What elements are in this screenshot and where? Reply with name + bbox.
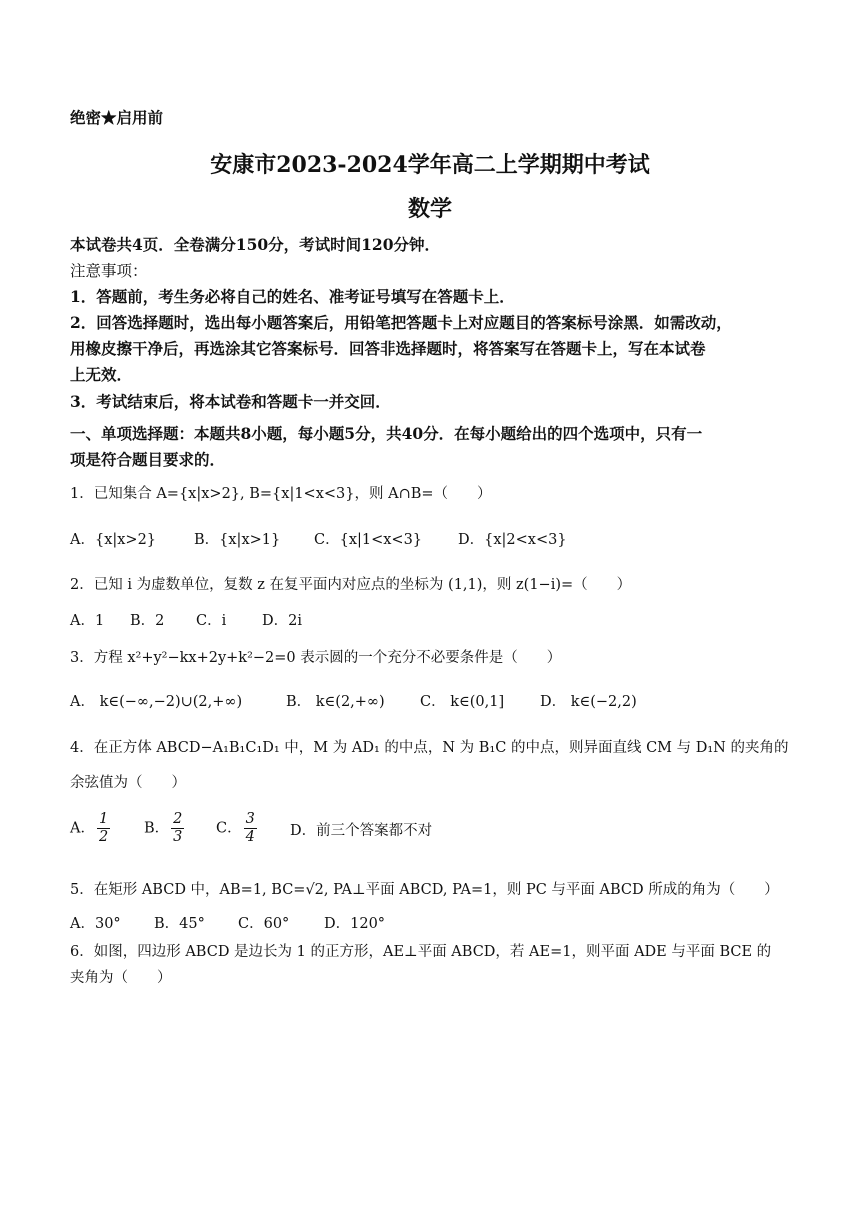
q4-option-a	[70, 811, 112, 846]
q4-option-a-fraction	[97, 811, 110, 846]
section-1-heading-a: 一、单项选择题：本题共8小题，每小题5分，共40分．在每小题给出的四个选项中，只有一	[70, 424, 703, 443]
q1-option-b: B．{x|x>1}	[194, 532, 281, 548]
secret-label: 绝密★启用前	[70, 108, 164, 127]
q5-option-b: B．45°	[154, 916, 205, 932]
q4-stem-a: 4．在正方体 ABCD−A₁B₁C₁D₁ 中，M 为 AD₁ 的中点，N 为 B₁C 的中点，则异面直线 CM 与 D₁N 的夹角的	[70, 740, 789, 756]
q4-option-b-label: B．	[144, 820, 170, 837]
section-1-heading-b: 项是符合题目要求的．	[70, 450, 226, 469]
q2-option-a: A．1	[70, 613, 105, 629]
q6-stem-a: 6．如图，四边形 ABCD 是边长为 1 的正方形，AE⊥平面 ABCD，若 AE=1，则平面 ADE 与平面 BCE 的	[70, 944, 772, 960]
subject-title: 数学	[407, 196, 452, 222]
q5-stem: 5．在矩形 ABCD 中，AB=1, BC=√2, PA⊥平面 ABCD, PA=1，则 PC 与平面 ABCD 所成的角为（ ）	[70, 882, 779, 898]
q2-option-b: B．2	[130, 613, 165, 629]
q5-option-c: C．60°	[238, 916, 290, 932]
notice-2c: 上无效．	[70, 365, 133, 384]
q1-stem: 1．已知集合 A={x|x>2}, B={x|1<x<3}，则 A∩B=（ ）	[70, 486, 492, 502]
q5-option-a: A．30°	[70, 916, 121, 932]
q3-stem: 3．方程 x²+y²−kx+2y+k²−2=0 表示圆的一个充分不必要条件是（ ）	[70, 650, 562, 666]
q1-option-a: A．{x|x>2}	[70, 532, 157, 548]
q2-stem: 2．已知 i 为虚数单位，复数 z 在复平面内对应点的坐标为 (1,1)，则 z(1−i)=（ ）	[70, 577, 632, 593]
q4-option-a-denominator: 2	[98, 829, 109, 845]
q4-option-b	[144, 811, 186, 846]
notice-2b: 用橡皮擦干净后，再选涂其它答案标号．回答非选择题时，将答案写在答题卡上，写在本试卷	[70, 339, 706, 358]
q2-option-c: C．i	[196, 613, 227, 629]
q4-option-b-fraction	[171, 811, 184, 846]
q2-option-d: D．2i	[262, 613, 302, 629]
q1-option-d: D．{x|2<x<3}	[458, 532, 567, 548]
q4-option-b-numerator: 2	[173, 811, 183, 827]
q4-option-c-denominator: 4	[245, 829, 255, 845]
intro-pages: 本试卷共4页．全卷满分150分，考试时间120分钟．	[70, 235, 440, 254]
q4-option-c-numerator: 3	[245, 811, 255, 827]
q4-option-a-label: A．	[70, 820, 95, 837]
q3-option-c: C． k∈(0,1]	[420, 694, 505, 710]
exam-title: 安康市2023-2024学年高二上学期期中考试	[210, 152, 650, 178]
q4-option-b-denominator: 3	[173, 829, 183, 845]
q4-option-d: D．前三个答案都不对	[290, 823, 433, 839]
q3-option-a: A． k∈(−∞,−2)∪(2,+∞)	[70, 694, 243, 710]
q6-stem-b: 夹角为（ ）	[70, 970, 172, 986]
notice-3: 3．考试结束后，将本试卷和答题卡一并交回．	[70, 392, 391, 411]
q4-option-c	[216, 811, 259, 846]
q4-stem-b: 余弦值为（ ）	[70, 775, 186, 791]
notice-title: 注意事项：	[70, 262, 148, 280]
q4-option-a-numerator: 1	[98, 811, 109, 827]
q4-option-c-label: C．	[216, 820, 242, 837]
notice-1: 1．答题前，考生务必将自己的姓名、准考证号填写在答题卡上．	[70, 287, 515, 306]
q1-option-c: C．{x|1<x<3}	[314, 532, 423, 548]
q3-option-b: B． k∈(2,+∞)	[286, 694, 385, 710]
q3-option-d: D． k∈(−2,2)	[540, 694, 637, 710]
notice-2a: 2．回答选择题时，选出每小题答案后，用铅笔把答题卡上对应题目的答案标号涂黑．如需改动，	[70, 313, 732, 332]
q5-option-d: D．120°	[324, 916, 386, 932]
q4-option-c-fraction	[244, 811, 257, 846]
